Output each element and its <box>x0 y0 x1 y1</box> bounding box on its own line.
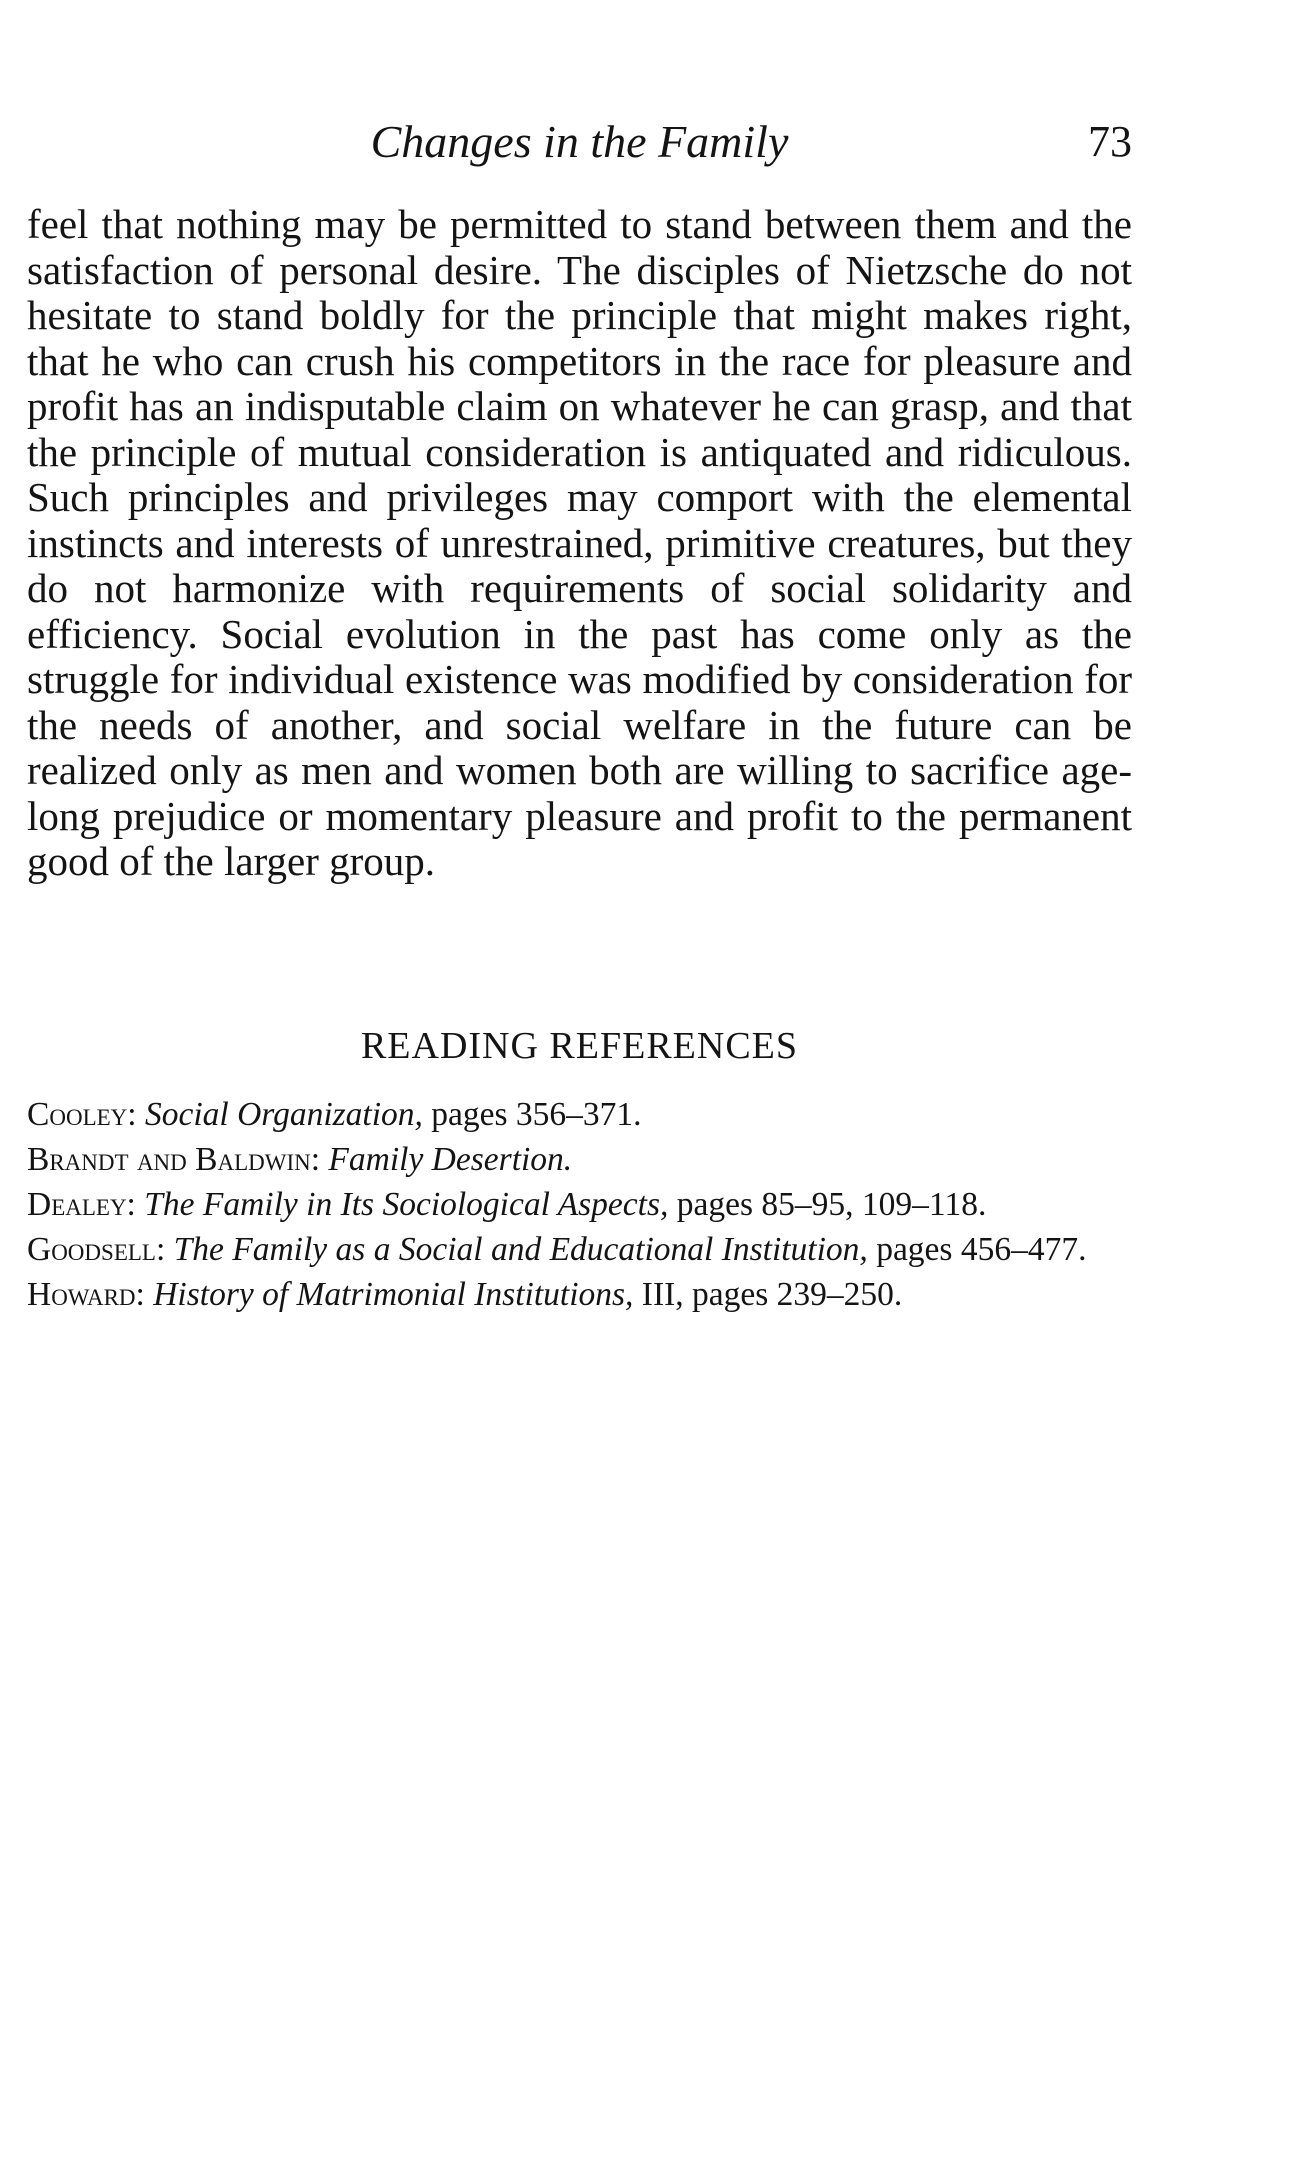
reference-author: Goodsell: <box>27 1231 166 1268</box>
reference-item <box>27 1272 1132 1317</box>
reference-list <box>27 1092 1132 1317</box>
reference-author: Brandt and Baldwin: <box>27 1141 321 1178</box>
reference-author: Howard: <box>27 1276 145 1313</box>
reference-item <box>27 1092 1132 1137</box>
reference-title: The Family in Its Sociological Aspects, <box>144 1186 669 1223</box>
running-head <box>27 112 1132 172</box>
page-number: 73 <box>1088 117 1132 166</box>
body-paragraph: feel that nothing may be permitted to stand between them and the satisfaction of personal desire. The disciples of Nietzsche do not hesitate to stand boldly for the principle that might makes right, that he who can crush his competitors in the race for pleasure and profit has an indisputable claim on whatever he can grasp, and that the principle of mutual consideration is antiquated and ridiculous. Such principles and privileges may comport with the elemental instincts and interests of unrestrained, primitive creatures, but they do not harmonize with requirements of social solidarity and efficiency. Social evolution in the past has come only as the struggle for individual existence was modified by consideration for the needs of another, and social welfare in the future can be realized only as men and women both are willing to sacrifice age-long prejudice or momentary pleasure and profit to the permanent good of the larger group. <box>27 201 1132 884</box>
reference-title: The Family as a Social and Educational Institution, <box>173 1231 868 1268</box>
reference-title: History of Matrimonial Institutions, <box>153 1276 634 1313</box>
reference-detail: III, pages 239–250. <box>641 1276 903 1313</box>
reference-title: Family Desertion. <box>328 1141 573 1178</box>
reference-detail: pages 356–371. <box>431 1096 642 1133</box>
reference-detail: pages 85–95, 109–118. <box>676 1186 987 1223</box>
reference-item <box>27 1182 1132 1227</box>
reference-author: Cooley: <box>27 1096 137 1133</box>
reading-references-heading: READING REFERENCES <box>360 1025 799 1067</box>
reference-item <box>27 1137 1132 1182</box>
running-title: Changes in the Family <box>370 116 789 167</box>
reference-author: Dealey: <box>27 1186 136 1223</box>
reference-title: Social Organization, <box>144 1096 423 1133</box>
reference-detail: pages 456–477. <box>876 1231 1087 1268</box>
reference-item <box>27 1227 1132 1272</box>
